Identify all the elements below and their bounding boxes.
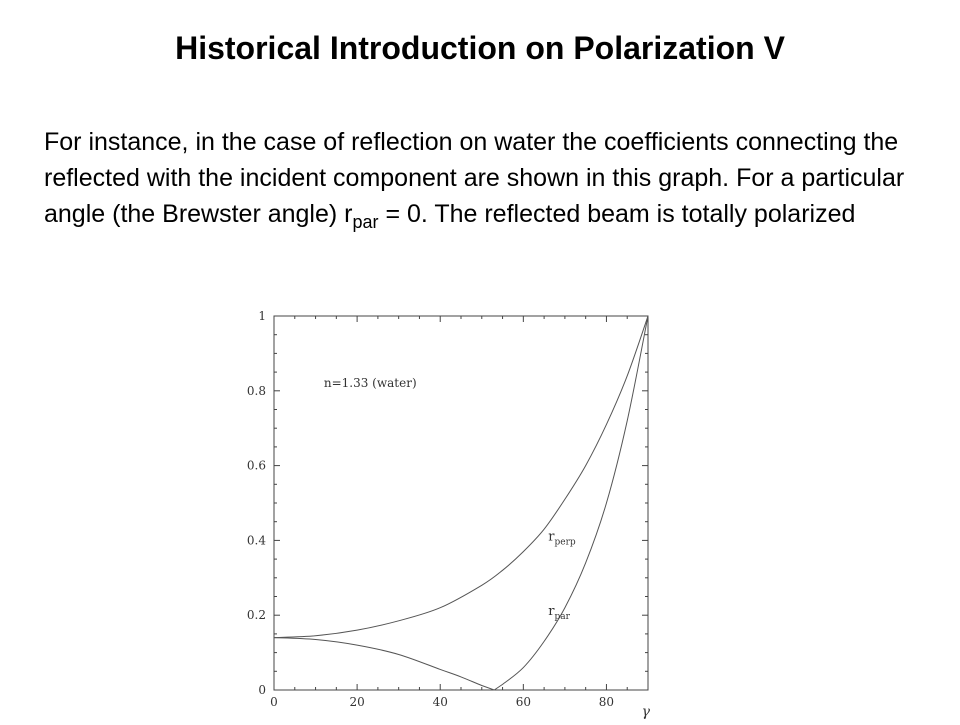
body-text-main: For instance, in the case of reflection on water the coefficients connecting the reflected with the incident component are shown in this graph. For a particular angle (the Brewster angle) r <box>44 128 905 228</box>
series-label-perp <box>548 529 576 547</box>
slide-title: Historical Introduction on Polarization V <box>175 30 785 66</box>
body-text-tail: = 0. The reflected beam is totally polarized <box>378 200 856 228</box>
series-label-sub: par <box>554 612 570 623</box>
y-tick-label: 0.2 <box>246 608 266 623</box>
x-axis-label: γ <box>641 704 650 720</box>
reflection-coefficient-chart <box>236 300 666 720</box>
x-tick-label: 60 <box>515 695 531 709</box>
y-tick-label: 0 <box>258 683 266 697</box>
series-label-main: r <box>548 604 555 620</box>
y-tick-label: 0.8 <box>246 383 266 398</box>
y-tick-label: 1 <box>258 309 266 323</box>
slide-body-text <box>44 124 934 240</box>
series-label-sub: perp <box>554 537 576 548</box>
series-label-par <box>548 604 570 622</box>
x-tick-label: 80 <box>598 695 615 709</box>
series-line-perp <box>274 316 648 638</box>
y-tick-label: 0.4 <box>246 533 266 548</box>
body-subscript: par <box>352 212 379 232</box>
x-tick-label: 40 <box>432 695 448 709</box>
chart-annotation: n=1.33 (water) <box>323 376 417 391</box>
x-tick-label: 20 <box>349 695 365 709</box>
x-tick-label: 0 <box>270 695 278 709</box>
y-tick-label: 0.6 <box>246 458 266 473</box>
series-label-main: r <box>548 529 555 545</box>
chart-svg <box>236 300 666 720</box>
